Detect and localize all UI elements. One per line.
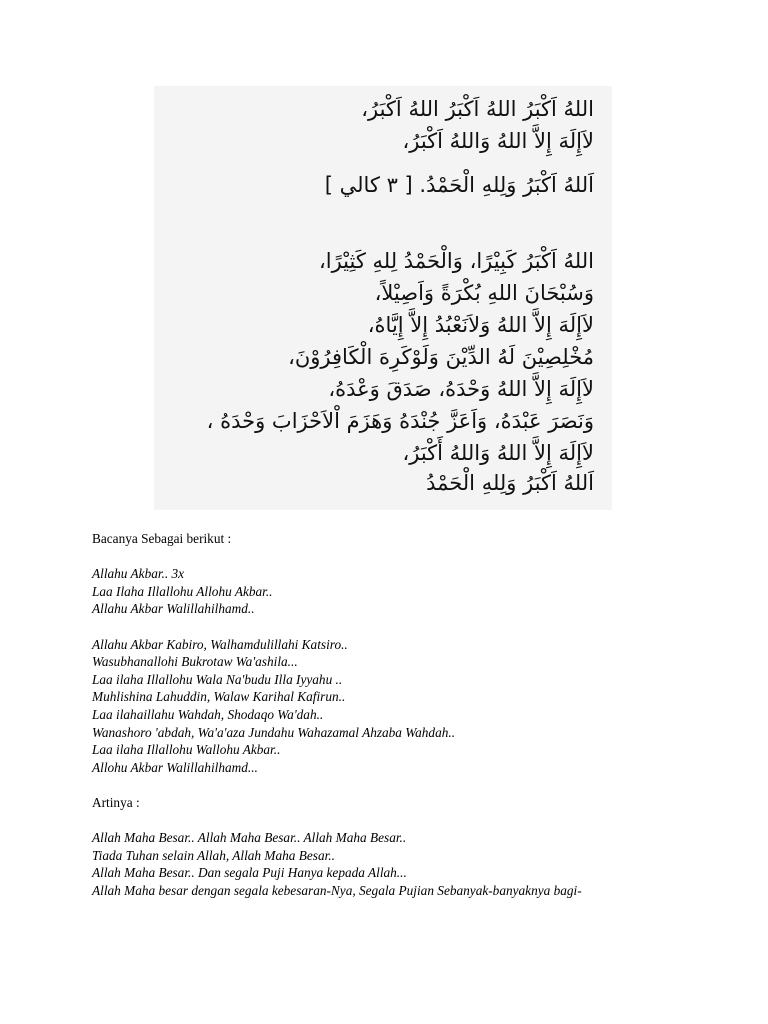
meaning-line: Allah Maha Besar.. Allah Maha Besar.. Allah Maha Besar.. xyxy=(92,830,407,846)
reading-line: Laa Ilaha Illallohu Allohu Akbar.. xyxy=(92,583,273,599)
reading-line: Allahu Akbar Kabiro, Walhamdulillahi Katsiro.. xyxy=(92,636,348,652)
arabic-line-8: لاَإِلَهَ إِلاَّ اللهُ وَحْدَهُ، صَدَقَ وَعْدَهُ، xyxy=(328,377,594,401)
reading-line: Allahu Akbar.. 3x xyxy=(92,566,185,582)
reading-line: Laa ilaha Illallohu Wala Na'budu Illa Iyyahu .. xyxy=(92,671,343,687)
arabic-line-9: وَنَصَرَ عَبْدَهُ، وَاَعَزَّ جُنْدَهُ وَهَزَمَ اْلاَحْزَابَ وَحْدَهُ ، xyxy=(206,409,594,433)
arabic-line-3: اَللهُ اَكْبَرُ وَلِلهِ الْحَمْدُ. [ ٣ كالي ] xyxy=(324,173,594,197)
reading-line: Laa ilaha Illallohu Wallohu Akbar.. xyxy=(92,742,281,758)
meaning-group xyxy=(92,829,732,899)
reading-group-2 xyxy=(92,636,732,777)
reading-line: Allahu Akbar Walillahilhamd.. xyxy=(92,601,255,617)
arabic-line-2: لاَإِلَهَ إِلاَّ اللهُ وَاللهُ اَكْبَرُ، xyxy=(402,129,594,153)
reading-line: Laa ilahaillahu Wahdah, Shodaqo Wa'dah.. xyxy=(92,706,324,722)
arabic-line-10: لاَإِلَهَ إِلاَّ اللهُ وَاللهُ أَكْبَرُ، xyxy=(402,441,594,465)
reading-line: Allohu Akbar Walillahilhamd... xyxy=(92,759,258,775)
meaning-line: Tiada Tuhan selain Allah, Allah Maha Besar.. xyxy=(92,847,335,863)
document-body xyxy=(92,530,732,899)
arabic-takbir-image xyxy=(154,86,612,510)
meaning-line: Allah Maha Besar.. Dan segala Puji Hanya kepada Allah... xyxy=(92,865,407,881)
arabic-line-4: اللهُ اَكْبَرُ كَبِيْرًا، وَالْحَمْدُ لِلهِ كَثِيْرًا، xyxy=(318,249,594,273)
reading-line: Wanashoro 'abdah, Wa'a'aza Jundahu Wahazamal Ahzaba Wahdah.. xyxy=(92,724,456,740)
arabic-line-7: مُخْلِصِيْنَ لَهُ الدِّيْنَ وَلَوْكَرِهَ الْكَافِرُوْنَ، xyxy=(288,345,594,369)
reading-group-1 xyxy=(92,565,732,618)
arabic-line-6: لاَإِلَهَ إِلاَّ اللهُ وَلاَنَعْبُدُ إِلاَّ إِيَّاهُ، xyxy=(367,313,594,337)
arabic-line-5: وَسُبْحَانَ اللهِ بُكْرَةً وَاَصِيْلاً، xyxy=(374,281,594,305)
reading-line: Wasubhanallohi Bukrotaw Wa'ashila... xyxy=(92,654,298,670)
arabic-line-11: اَللهُ اَكْبَرُ وَلِلهِ الْحَمْدُ xyxy=(426,471,594,495)
reading-heading: Bacanya Sebagai berikut : xyxy=(92,531,232,546)
reading-line: Muhlishina Lahuddin, Walaw Karihal Kafirun.. xyxy=(92,689,346,705)
arabic-line-1: اللهُ اَكْبَرُ اللهُ اَكْبَرُ اللهُ اَكْبَرُ، xyxy=(361,97,594,121)
meaning-heading: Artinya : xyxy=(92,794,140,810)
meaning-line: Allah Maha besar dengan segala kebesaran-Nya, Segala Pujian Sebanyak-banyaknya bagi- xyxy=(92,882,582,898)
